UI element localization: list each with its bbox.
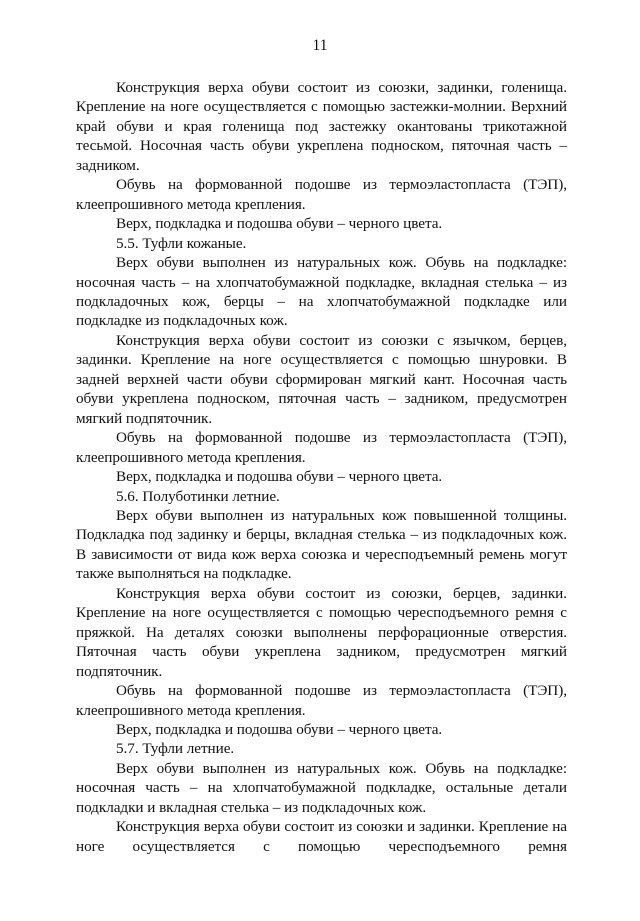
paragraph-upper-construction: Конструкция верха обуви состоит из союзки и задинки. Крепление на ноге осуществляется с помощью чересподъемного ремня: [76, 818, 567, 855]
paragraph-sole: Обувь на формованной подошве из термоэластопласта (ТЭП), клеепрошивного метода крепления.: [76, 429, 567, 466]
section-heading-5-6: 5.6. Полуботинки летние.: [116, 487, 280, 505]
paragraph-sole: Обувь на формованной подошве из термоэластопласта (ТЭП), клеепрошивного метода крепления.: [76, 682, 567, 719]
section-heading-5-7: 5.7. Туфли летние.: [116, 740, 235, 758]
paragraph-upper-material: Верх обуви выполнен из натуральных кож. Обувь на подкладке: носочная часть – на хлопчатобумажной подкладке, вкладная стелька – из подкладочных кож, берцы – на хлопчатобумажной подкладке или подкладке из подкладочных кож.: [76, 254, 567, 330]
paragraph-upper-construction: Конструкция верха обуви состоит из союзки с язычком, берцев, задинки. Крепление на ноге осуществляется с помощью шнуровки. В задней верхней части обуви сформирован мягкий кант. Носочная часть обуви укреплена подноском, пяточная часть – задником, предусмотрен мягкий подпяточник.: [76, 331, 567, 427]
paragraph-upper-construction: Конструкция верха обуви состоит из союзки, задинки, голенища. Крепление на ноге осуществляется с помощью застежки-молнии. Верхний край обуви и края голенища под застежку окантованы трикотажной тесьмой. Носочная часть обуви укреплена подноском, пяточная часть – задником.: [76, 79, 567, 174]
paragraph-upper-construction: Конструкция верха обуви состоит из союзки, берцев, задинки. Крепление на ноге осуществляется с помощью чересподъемного ремня с пряжкой. На деталях союзки выполнены перфорационные отверстия. Пяточная часть обуви укреплена задником, предусмотрен мягкий подпяточник.: [76, 584, 567, 680]
paragraph-color: Верх, подкладка и подошва обуви – черного цвета.: [116, 720, 443, 738]
paragraph-upper-material: Верх обуви выполнен из натуральных кож. Обувь на подкладке: носочная часть – на хлопчатобумажной подкладке, остальные детали подкладки и вкладная стелька – из подкладочных кож.: [76, 759, 567, 816]
document-body: [76, 78, 567, 856]
paragraph-color: Верх, подкладка и подошва обуви – черного цвета.: [116, 215, 443, 233]
paragraph-upper-material: Верх обуви выполнен из натуральных кож повышенной толщины. Подкладка под задинку и берцы, вкладная стелька – из подкладочных кож. В зависимости от вида кож верха союзка и чересподъемный ремень могут также выполняться на подкладке.: [76, 506, 567, 583]
paragraph-color: Верх, подкладка и подошва обуви – черного цвета.: [116, 468, 443, 486]
page-number: 11: [312, 37, 328, 54]
section-heading-5-5: 5.5. Туфли кожаные.: [116, 234, 247, 252]
paragraph-sole: Обувь на формованной подошве из термоэластопласта (ТЭП), клеепрошивного метода крепления.: [76, 176, 567, 213]
